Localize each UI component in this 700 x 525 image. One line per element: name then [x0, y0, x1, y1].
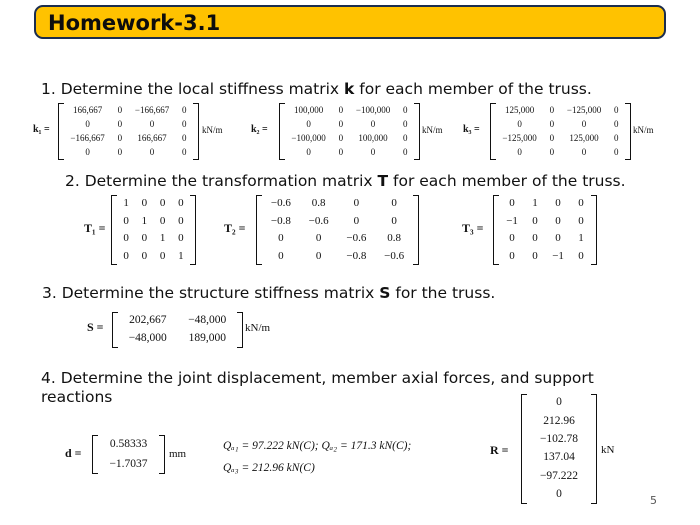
matrix-cell: 0: [532, 214, 538, 227]
matrix-cell: 0: [182, 118, 187, 129]
matrix-cell: 0: [278, 249, 284, 262]
matrix-cell: 0: [614, 147, 619, 158]
d-label: d =: [65, 446, 82, 460]
r-matrix: [521, 394, 597, 504]
matrix-cell: 202,667: [129, 314, 167, 327]
t3-label: T₃ =: [462, 221, 484, 235]
matrix-cell: 0: [578, 197, 584, 210]
question-1: 1. Determine the local stiffness matrix k for each member of the truss.: [41, 80, 592, 98]
matrix-cell: 0: [614, 104, 619, 115]
matrix-cell: 1: [141, 214, 148, 227]
s-unit: kN/m: [245, 322, 271, 334]
matrix-cell: 0: [581, 147, 587, 158]
matrix-cell: −166,667: [70, 133, 105, 144]
matrix-cell: −97.222: [539, 469, 579, 482]
matrix-cell: 0.8: [311, 197, 326, 210]
t2-matrix: [256, 195, 419, 265]
matrix-cell: 0: [556, 396, 562, 409]
matrix-cell: 0: [182, 133, 187, 144]
matrix-cell: 0: [141, 232, 148, 245]
matrix-cell: 166,667: [72, 104, 103, 115]
matrix-cell: 0: [509, 232, 515, 245]
matrix-cell: 0: [578, 249, 584, 262]
matrix-cell: 0: [403, 104, 408, 115]
matrix-cell: 1: [123, 197, 129, 210]
matrix-cell: 1: [578, 232, 584, 245]
matrix-cell: 0: [182, 147, 187, 158]
matrix-cell: 0: [159, 197, 166, 210]
matrix-cell: 0: [117, 147, 123, 158]
matrix-cell: 0: [315, 232, 322, 245]
matrix-cell: 0: [549, 118, 555, 129]
matrix-cell: −125,000: [566, 104, 602, 115]
matrix-cell: 0: [278, 232, 284, 245]
title-bar: [34, 5, 666, 39]
matrix-cell: 0: [556, 488, 562, 501]
k3-label: k₃ =: [463, 124, 480, 135]
matrix-grid: [499, 195, 591, 265]
matrix-cell: 0: [403, 133, 408, 144]
matrix-cell: 0: [370, 147, 376, 158]
matrix-cell: 1: [178, 249, 184, 262]
matrix-cell: 0: [141, 197, 148, 210]
matrix-cell: 0: [353, 197, 360, 210]
question-2: 2. Determine the transformation matrix T for each member of the truss.: [65, 172, 626, 190]
matrix-cell: 0: [306, 118, 311, 129]
matrix-cell: 0: [123, 249, 129, 262]
page-number: 5: [650, 494, 657, 507]
matrix-cell: 0: [123, 232, 129, 245]
matrix-cell: 125,000: [504, 104, 535, 115]
matrix-cell: −1: [506, 214, 518, 227]
matrix-cell: 0: [159, 214, 166, 227]
d-matrix: [92, 435, 165, 474]
matrix-cell: 0: [517, 118, 522, 129]
matrix-cell: 0: [178, 197, 184, 210]
matrix-cell: −1.7037: [109, 457, 148, 470]
matrix-cell: −0.6: [346, 232, 367, 245]
k2-label: k₂ =: [251, 124, 268, 135]
matrix-cell: 0: [338, 147, 344, 158]
matrix-grid: [118, 312, 237, 348]
k2-unit: kN/m: [422, 125, 443, 135]
matrix-cell: −0.8: [346, 249, 367, 262]
matrix-grid: [285, 103, 414, 160]
matrix-cell: 166,667: [137, 133, 167, 144]
matrix-cell: −48,000: [128, 332, 167, 345]
s-label: S =: [87, 320, 104, 334]
matrix-cell: 137.04: [543, 451, 575, 464]
matrix-cell: −0.8: [270, 214, 291, 227]
matrix-cell: −100,000: [291, 133, 326, 144]
matrix-cell: 0: [549, 104, 555, 115]
s-matrix: [112, 312, 243, 348]
matrix-cell: 125,000: [569, 133, 599, 144]
k2-matrix: [279, 103, 420, 160]
matrix-cell: 0: [117, 118, 123, 129]
matrix-cell: 0: [338, 104, 344, 115]
matrix-cell: −1: [552, 249, 564, 262]
matrix-cell: 0: [391, 214, 397, 227]
matrix-cell: 0: [117, 104, 123, 115]
matrix-grid: [117, 195, 190, 265]
matrix-cell: 0.58333: [109, 438, 148, 450]
matrix-cell: 0: [581, 118, 587, 129]
matrix-cell: 0: [370, 118, 376, 129]
matrix-cell: 0: [178, 214, 184, 227]
k3-unit: kN/m: [633, 125, 654, 135]
matrix-cell: 0: [149, 118, 155, 129]
r-unit: kN: [601, 444, 615, 456]
t1-matrix: [111, 195, 196, 265]
matrix-cell: −48,000: [188, 314, 227, 327]
matrix-cell: 0: [159, 249, 166, 262]
matrix-cell: 0: [149, 147, 155, 158]
t3-matrix: [493, 195, 597, 265]
matrix-grid: [98, 435, 159, 474]
matrix-cell: 0: [338, 133, 344, 144]
matrix-grid: [527, 394, 591, 504]
matrix-cell: 0: [614, 118, 619, 129]
r-label: R =: [490, 443, 509, 457]
t2-label: T₂ =: [224, 221, 246, 235]
matrix-cell: 0: [555, 197, 561, 210]
matrix-cell: 0: [338, 118, 344, 129]
matrix-cell: 1: [532, 197, 538, 210]
matrix-cell: −102.78: [539, 433, 579, 446]
matrix-cell: 0: [509, 197, 515, 210]
matrix-cell: 0: [509, 249, 515, 262]
matrix-cell: 212.96: [543, 414, 575, 427]
matrix-cell: 1: [159, 232, 166, 245]
question-4: 4. Determine the joint displacement, member axial forces, and support reactions: [41, 369, 594, 406]
matrix-cell: −100,000: [355, 104, 391, 115]
matrix-cell: 0: [85, 147, 90, 158]
matrix-cell: 0: [315, 249, 322, 262]
matrix-cell: 0: [353, 214, 360, 227]
matrix-cell: 0: [555, 214, 561, 227]
k1-matrix: [58, 103, 199, 160]
k3-matrix: [490, 103, 631, 160]
matrix-cell: 0: [306, 147, 311, 158]
matrix-cell: −0.6: [308, 214, 329, 227]
matrix-cell: 189,000: [188, 332, 226, 345]
matrix-cell: 0: [141, 249, 148, 262]
member-forces-line-2: Qₐ₃ = 212.96 kN(C): [223, 462, 315, 474]
matrix-grid: [64, 103, 193, 160]
matrix-grid: [262, 195, 413, 265]
matrix-cell: 0: [403, 118, 408, 129]
matrix-cell: 0: [403, 147, 408, 158]
t1-label: T₁ =: [84, 221, 106, 235]
matrix-cell: 0: [178, 232, 184, 245]
question-3: 3. Determine the structure stiffness matrix S for the truss.: [42, 284, 496, 302]
matrix-cell: 100,000: [358, 133, 388, 144]
matrix-cell: −166,667: [134, 104, 170, 115]
matrix-cell: 0: [549, 147, 555, 158]
matrix-cell: −0.6: [270, 197, 291, 210]
matrix-cell: 0: [532, 249, 538, 262]
matrix-cell: 0: [517, 147, 522, 158]
matrix-cell: 0: [182, 104, 187, 115]
matrix-cell: −125,000: [502, 133, 537, 144]
matrix-cell: 0: [549, 133, 555, 144]
matrix-cell: 0.8: [387, 232, 401, 245]
matrix-cell: 100,000: [293, 104, 324, 115]
matrix-cell: 0: [391, 197, 397, 210]
matrix-cell: 0: [85, 118, 90, 129]
page-title: Homework-3.1: [48, 11, 221, 35]
matrix-cell: 0: [614, 133, 619, 144]
matrix-cell: 0: [532, 232, 538, 245]
matrix-cell: 0: [117, 133, 123, 144]
matrix-cell: −0.6: [384, 249, 405, 262]
d-unit: mm: [169, 448, 187, 460]
matrix-grid: [496, 103, 625, 160]
k1-label: k₁ =: [33, 124, 50, 135]
member-forces-line-1: Qₐ₁ = 97.222 kN(C); Qₐ₂ = 171.3 kN(C);: [223, 440, 412, 452]
matrix-cell: 0: [123, 214, 129, 227]
matrix-cell: 0: [555, 232, 561, 245]
matrix-cell: 0: [578, 214, 584, 227]
k1-unit: kN/m: [202, 125, 223, 135]
